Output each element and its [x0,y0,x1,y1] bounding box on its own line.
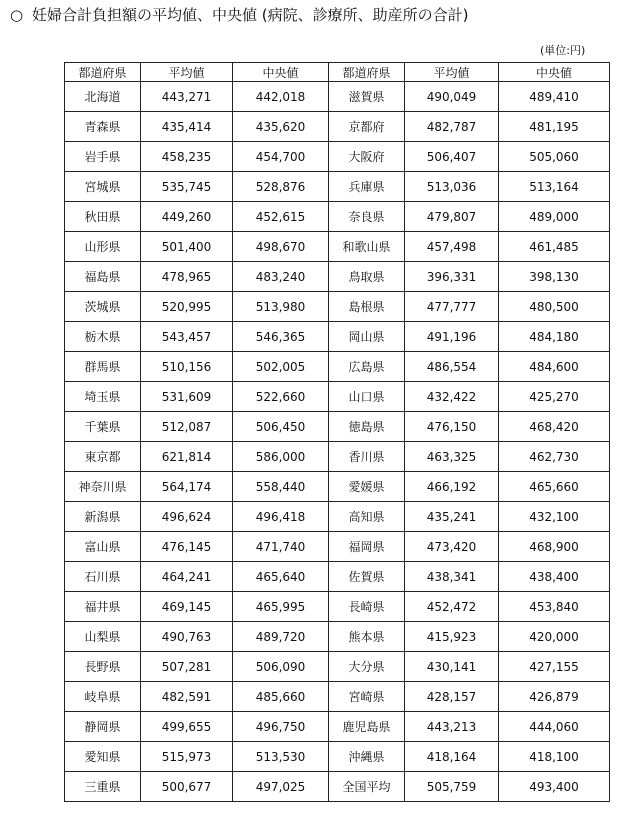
average-cell: 458,235 [141,142,233,172]
table-row [65,742,610,772]
median-cell: 465,640 [233,562,329,592]
median-cell: 493,400 [499,772,610,802]
median-cell: 480,500 [499,292,610,322]
table-row [65,622,610,652]
prefecture-cell: 徳島県 [329,412,405,442]
median-cell: 454,700 [233,142,329,172]
average-cell: 479,807 [405,202,499,232]
average-cell: 506,407 [405,142,499,172]
prefecture-cell: 香川県 [329,442,405,472]
table-row [65,352,610,382]
average-cell: 535,745 [141,172,233,202]
median-cell: 528,876 [233,172,329,202]
prefecture-cell: 群馬県 [65,352,141,382]
median-cell: 484,600 [499,352,610,382]
median-cell: 461,485 [499,232,610,262]
median-cell: 426,879 [499,682,610,712]
header-median-left: 中央値 [233,63,329,82]
prefecture-cell: 東京都 [65,442,141,472]
table-row [65,442,610,472]
prefecture-cell: 沖縄県 [329,742,405,772]
average-cell: 491,196 [405,322,499,352]
average-cell: 490,763 [141,622,233,652]
table-row [65,232,610,262]
prefecture-cell: 岐阜県 [65,682,141,712]
prefecture-cell: 長崎県 [329,592,405,622]
median-cell: 513,164 [499,172,610,202]
average-cell: 513,036 [405,172,499,202]
average-cell: 477,777 [405,292,499,322]
average-cell: 469,145 [141,592,233,622]
title-text: 妊婦合計負担額の平均値、中央値 (病院、診療所、助産所の合計) [32,6,469,24]
median-cell: 481,195 [499,112,610,142]
header-median-right: 中央値 [499,63,610,82]
average-cell: 457,498 [405,232,499,262]
average-cell: 564,174 [141,472,233,502]
prefecture-cell: 兵庫県 [329,172,405,202]
prefecture-cell: 栃木県 [65,322,141,352]
prefecture-cell: 富山県 [65,532,141,562]
prefecture-cell: 和歌山県 [329,232,405,262]
average-cell: 428,157 [405,682,499,712]
prefecture-cell: 宮崎県 [329,682,405,712]
average-cell: 507,281 [141,652,233,682]
average-cell: 515,973 [141,742,233,772]
table-row [65,82,610,112]
median-cell: 497,025 [233,772,329,802]
average-cell: 482,591 [141,682,233,712]
median-cell: 453,840 [499,592,610,622]
average-cell: 496,624 [141,502,233,532]
table-row [65,322,610,352]
average-cell: 430,141 [405,652,499,682]
prefecture-cell: 奈良県 [329,202,405,232]
median-cell: 418,100 [499,742,610,772]
prefecture-cell: 佐賀県 [329,562,405,592]
prefecture-cell: 熊本県 [329,622,405,652]
median-cell: 489,000 [499,202,610,232]
prefecture-cell: 山口県 [329,382,405,412]
prefecture-cell: 宮城県 [65,172,141,202]
median-cell: 483,240 [233,262,329,292]
median-cell: 485,660 [233,682,329,712]
average-cell: 505,759 [405,772,499,802]
prefecture-cell: 高知県 [329,502,405,532]
prefecture-cell: 福岡県 [329,532,405,562]
average-cell: 478,965 [141,262,233,292]
page-title [10,4,468,26]
table-row [65,172,610,202]
prefecture-cell: 長野県 [65,652,141,682]
average-cell: 476,150 [405,412,499,442]
prefecture-cell: 島根県 [329,292,405,322]
median-cell: 489,410 [499,82,610,112]
prefecture-cell: 滋賀県 [329,82,405,112]
average-cell: 452,472 [405,592,499,622]
table-row [65,262,610,292]
median-cell: 489,720 [233,622,329,652]
table-row [65,142,610,172]
header-average-left: 平均値 [141,63,233,82]
median-cell: 468,900 [499,532,610,562]
average-cell: 396,331 [405,262,499,292]
prefecture-cell: 青森県 [65,112,141,142]
average-cell: 418,164 [405,742,499,772]
average-cell: 543,457 [141,322,233,352]
average-cell: 501,400 [141,232,233,262]
table-header [65,63,610,82]
average-cell: 621,814 [141,442,233,472]
prefecture-cell: 静岡県 [65,712,141,742]
table-row [65,532,610,562]
average-cell: 438,341 [405,562,499,592]
table-row [65,772,610,802]
median-cell: 438,400 [499,562,610,592]
median-cell: 506,450 [233,412,329,442]
average-cell: 482,787 [405,112,499,142]
prefecture-cell: 大阪府 [329,142,405,172]
table-row [65,382,610,412]
prefecture-cell: 石川県 [65,562,141,592]
median-cell: 468,420 [499,412,610,442]
average-cell: 443,213 [405,712,499,742]
median-cell: 484,180 [499,322,610,352]
average-cell: 531,609 [141,382,233,412]
average-cell: 510,156 [141,352,233,382]
prefecture-cell: 愛知県 [65,742,141,772]
median-cell: 398,130 [499,262,610,292]
prefecture-cell: 京都府 [329,112,405,142]
median-cell: 432,100 [499,502,610,532]
prefecture-cell: 山形県 [65,232,141,262]
median-cell: 586,000 [233,442,329,472]
average-cell: 466,192 [405,472,499,502]
table-row [65,712,610,742]
median-cell: 498,670 [233,232,329,262]
prefecture-cell: 神奈川県 [65,472,141,502]
median-cell: 496,750 [233,712,329,742]
prefecture-cell: 愛媛県 [329,472,405,502]
median-cell: 465,660 [499,472,610,502]
prefecture-cell: 北海道 [65,82,141,112]
data-table [64,62,610,802]
prefecture-cell: 鹿児島県 [329,712,405,742]
average-cell: 449,260 [141,202,233,232]
prefecture-cell: 福島県 [65,262,141,292]
header-prefecture-right: 都道府県 [329,63,405,82]
average-cell: 476,145 [141,532,233,562]
prefecture-cell: 広島県 [329,352,405,382]
average-cell: 499,655 [141,712,233,742]
average-cell: 500,677 [141,772,233,802]
prefecture-cell: 岩手県 [65,142,141,172]
table-row [65,592,610,622]
table-row [65,292,610,322]
median-cell: 427,155 [499,652,610,682]
median-cell: 513,980 [233,292,329,322]
prefecture-cell: 千葉県 [65,412,141,442]
table-row [65,202,610,232]
average-cell: 464,241 [141,562,233,592]
median-cell: 558,440 [233,472,329,502]
average-cell: 486,554 [405,352,499,382]
prefecture-cell: 鳥取県 [329,262,405,292]
header-row [65,63,610,82]
average-cell: 463,325 [405,442,499,472]
median-cell: 471,740 [233,532,329,562]
header-prefecture-left: 都道府県 [65,63,141,82]
median-cell: 452,615 [233,202,329,232]
prefecture-cell: 新潟県 [65,502,141,532]
median-cell: 444,060 [499,712,610,742]
prefecture-cell: 全国平均 [329,772,405,802]
prefecture-cell: 山梨県 [65,622,141,652]
median-cell: 505,060 [499,142,610,172]
median-cell: 465,995 [233,592,329,622]
median-cell: 462,730 [499,442,610,472]
table-row [65,562,610,592]
median-cell: 425,270 [499,382,610,412]
unit-label: (単位:円) [540,44,586,57]
average-cell: 435,241 [405,502,499,532]
median-cell: 420,000 [499,622,610,652]
average-cell: 432,422 [405,382,499,412]
table-row [65,412,610,442]
average-cell: 443,271 [141,82,233,112]
median-cell: 435,620 [233,112,329,142]
median-cell: 442,018 [233,82,329,112]
median-cell: 502,005 [233,352,329,382]
prefecture-cell: 秋田県 [65,202,141,232]
table-row [65,472,610,502]
prefecture-cell: 岡山県 [329,322,405,352]
average-cell: 435,414 [141,112,233,142]
header-average-right: 平均値 [405,63,499,82]
table-row [65,502,610,532]
median-cell: 546,365 [233,322,329,352]
average-cell: 520,995 [141,292,233,322]
prefecture-cell: 福井県 [65,592,141,622]
table-body [65,82,610,802]
median-cell: 522,660 [233,382,329,412]
median-cell: 513,530 [233,742,329,772]
median-cell: 496,418 [233,502,329,532]
average-cell: 473,420 [405,532,499,562]
table-row [65,112,610,142]
average-cell: 490,049 [405,82,499,112]
table-row [65,652,610,682]
prefecture-cell: 三重県 [65,772,141,802]
average-cell: 415,923 [405,622,499,652]
average-cell: 512,087 [141,412,233,442]
median-cell: 506,090 [233,652,329,682]
table-row [65,682,610,712]
prefecture-cell: 大分県 [329,652,405,682]
prefecture-cell: 埼玉県 [65,382,141,412]
prefecture-cell: 茨城県 [65,292,141,322]
circle-bullet-icon: ○ [10,6,24,24]
